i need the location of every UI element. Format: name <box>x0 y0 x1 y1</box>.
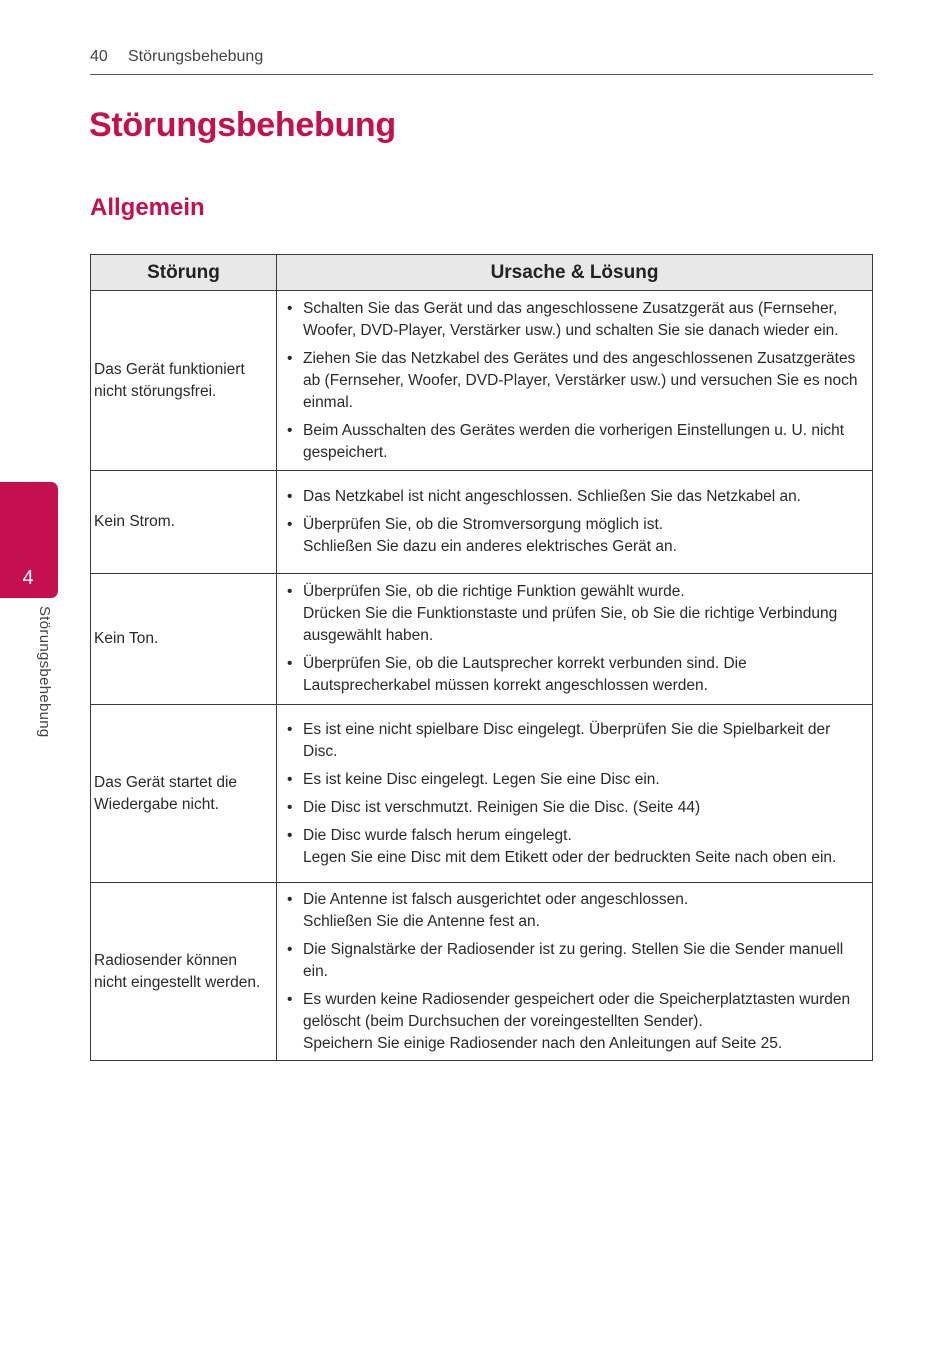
solution-item: • Überprüfen Sie, ob die Stromversorgung möglich ist. Schließen Sie dazu ein anderes elektrisches Gerät an. <box>287 514 868 558</box>
solution-list <box>287 298 868 464</box>
table-row <box>91 574 873 705</box>
solution-item: • Überprüfen Sie, ob die richtige Funktion gewählt wurde. Drücken Sie die Funktionstaste und prüfen Sie, ob Sie die richtige Verbindung ausgewählt haben. <box>287 581 868 647</box>
solution-list <box>287 889 868 1055</box>
column-header-problem: Störung <box>91 255 277 291</box>
chapter-number: 4 <box>22 567 34 589</box>
solution-item: • Es ist eine nicht spielbare Disc eingelegt. Überprüfen Sie die Spielbarkeit der Disc. <box>287 719 868 763</box>
table-row <box>91 883 873 1061</box>
solution-item: • Die Disc ist verschmutzt. Reinigen Sie die Disc. (Seite 44) <box>287 797 868 819</box>
header-section-title: Störungsbehebung <box>128 48 264 65</box>
troubleshooting-table <box>90 254 873 1061</box>
problem-cell: Kein Strom. <box>91 471 277 574</box>
solution-cell <box>277 471 873 574</box>
page-title: Störungsbehebung <box>89 106 396 144</box>
table-header-row <box>91 255 873 291</box>
solution-item: • Die Antenne ist falsch ausgerichtet oder angeschlossen. Schließen Sie die Antenne fest an. <box>287 889 868 933</box>
solution-item: • Es wurden keine Radiosender gespeichert oder die Speicherplatztasten wurden gelöscht (beim Durchsuchen der voreingestellten Sender). Speichern Sie einige Radiosender nach den Anleitungen auf Seite 25. <box>287 989 868 1055</box>
solution-item: • Beim Ausschalten des Gerätes werden die vorherigen Einstellungen u. U. nicht gespeichert. <box>287 420 868 464</box>
solution-item: • Die Signalstärke der Radiosender ist zu gering. Stellen Sie die Sender manuell ein. <box>287 939 868 983</box>
chapter-label: Störungsbehebung <box>36 606 53 738</box>
solution-cell <box>277 291 873 471</box>
section-subtitle: Allgemein <box>90 194 205 221</box>
solution-item: • Ziehen Sie das Netzkabel des Gerätes und des angeschlossenen Zusatzgerätes ab (Fernseher, Woofer, DVD-Player, Verstärker usw.) und versuchen Sie es noch einmal. <box>287 348 868 414</box>
column-header-solution: Ursache & Lösung <box>277 255 873 291</box>
solution-cell <box>277 705 873 883</box>
solution-item: • Die Disc wurde falsch herum eingelegt. Legen Sie eine Disc mit dem Etikett oder der bedruckten Seite nach oben ein. <box>287 825 868 869</box>
chapter-tab <box>0 482 58 598</box>
solution-item: • Überprüfen Sie, ob die Lautsprecher korrekt verbunden sind. Die Lautsprecherkabel müssen korrekt angeschlossen werden. <box>287 653 868 697</box>
problem-cell: Kein Ton. <box>91 574 277 705</box>
problem-cell: Radiosender können nicht eingestellt werden. <box>91 883 277 1061</box>
page-header <box>90 46 873 75</box>
solution-cell <box>277 574 873 705</box>
solution-cell <box>277 883 873 1061</box>
solution-item: • Es ist keine Disc eingelegt. Legen Sie eine Disc ein. <box>287 769 868 791</box>
solution-item: • Das Netzkabel ist nicht angeschlossen. Schließen Sie das Netzkabel an. <box>287 486 868 508</box>
solution-list <box>287 581 868 697</box>
table-row <box>91 705 873 883</box>
solution-list <box>287 719 868 869</box>
problem-cell: Das Gerät funktioniert nicht störungsfrei. <box>91 291 277 471</box>
table-row <box>91 471 873 574</box>
solution-list <box>287 486 868 558</box>
solution-item: • Schalten Sie das Gerät und das angeschlossene Zusatzgerät aus (Fernseher, Woofer, DVD-Player, Verstärker usw.) und schalten Sie sie danach wieder ein. <box>287 298 868 342</box>
page-number: 40 <box>90 48 108 65</box>
problem-cell: Das Gerät startet die Wiedergabe nicht. <box>91 705 277 883</box>
table-row <box>91 291 873 471</box>
